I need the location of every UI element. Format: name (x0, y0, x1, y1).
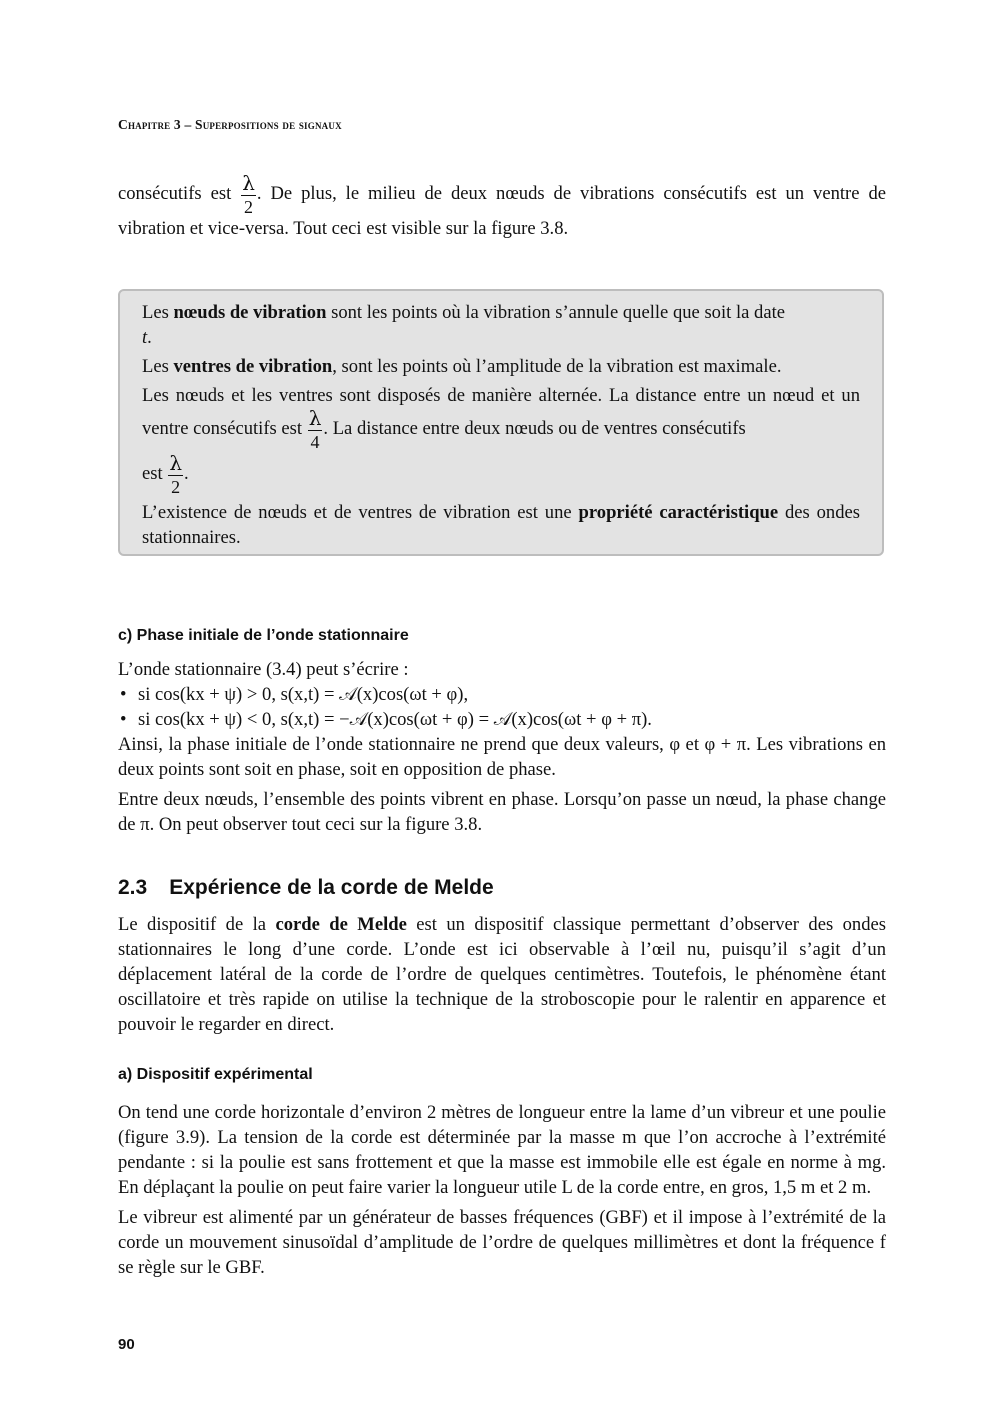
section-c-p2: Entre deux nœuds, l’ensemble des points vibrent en phase. Lorsqu’on passe un nœud, la phase change de π. On peut observer tout ceci sur la figure 3.8. (118, 789, 886, 835)
section-a-title: a) Dispositif expérimental (118, 1066, 313, 1083)
section-c-title: c) Phase initiale de l’onde stationnaire (118, 627, 409, 644)
box-p1: Les nœuds de vibration sont les points où la vibration s’annule quelle que soit la date t. (142, 302, 785, 348)
phase-bullets (118, 682, 886, 732)
fraction-lambda-4: $\frac{\lambda}{4}$ (308, 406, 322, 452)
section-c-intro: L’onde stationnaire (3.4) peut s’écrire : (118, 659, 409, 680)
page-number: 90 (118, 1336, 135, 1353)
frac-num: λ (242, 171, 255, 195)
section-c (118, 627, 886, 837)
term-noeuds: nœuds de vibration (173, 302, 327, 323)
box-p3b: est $\frac{\lambda}{2}$ . (142, 451, 189, 497)
box-p3: Les nœuds et les ventres sont disposés de manière alternée. La distance entre un nœud et un ventre consécutifs est $\frac{\lambda}{4}$ . La distance entre deux nœuds ou de ventres consécutifs (142, 385, 860, 452)
frac-den: 2 (244, 197, 254, 217)
section-number: 2.3 (118, 876, 148, 899)
section-2-3-heading (118, 876, 886, 900)
section-2-3 (118, 876, 886, 1037)
running-head (118, 117, 342, 133)
intro-text-b: . De plus, le milieu de deux nœuds de vibrations consécutifs est un ventre de vibration et vice-versa. Tout ceci est visible sur la figure 3.8. (118, 182, 886, 239)
definition-box (118, 289, 884, 556)
box-p2: Les ventres de vibration, sont les points où l’amplitude de la vibration est maximale. (142, 356, 782, 377)
bullet-2: • si cos(kx + ψ) < 0, s(x,t) = −𝒜(x)cos(ωt + φ) = 𝒜(x)cos(ωt + φ + π). (118, 707, 886, 732)
intro-text-a: consécutifs est (118, 182, 241, 204)
box-p4: L’existence de nœuds et de ventres de vibration est une propriété caractéristique des ondes stationnaires. (142, 502, 861, 548)
section-a-p2: Le vibreur est alimenté par un générateur de basses fréquences (GBF) et il impose à l’extrémité de la corde un mouvement sinusoïdal d’amplitude de l’ordre de quelques millimètres et dont la fréquence f se règle sur le GBF. (118, 1207, 886, 1278)
fraction-lambda-2 (241, 173, 256, 216)
term-melde: corde de Melde (275, 914, 407, 935)
running-head-text: Chapitre 3 – Superpositions de signaux (118, 117, 342, 132)
section-title: Expérience de la corde de Melde (169, 876, 494, 899)
section-a-p1: On tend une corde horizontale d’environ 2 mètres de longueur entre la lame d’un vibreur et une poulie (figure 3.9). La tension de la corde est déterminée par la masse m que l’on accroche à l’extrémité pendante : si la poulie est sans frottement et que la masse est immobile elle est égale en norme à mg. En déplaçant la poulie on peut faire varier la longueur utile L de la corde entre, en gros, 1,5 m et 2 m. (118, 1102, 886, 1198)
section-2-3-paragraph: Le dispositif de la corde de Melde est un dispositif classique permettant d’observer des ondes stationnaires le long d’une corde. L’onde est ici observable à l’œil nu, puisqu’il s’agit d’un déplacement latéral de la corde de l’ordre de quelques centimètres. Toutefois, le phénomène étant oscillatoire et très rapide on utilise la technique de la stroboscopie pour le ralentir en apparence et pouvoir le regarder en direct. (118, 914, 886, 1035)
bullet-1: • si cos(kx + ψ) > 0, s(x,t) = 𝒜(x)cos(ωt + φ), (118, 682, 886, 707)
intro-paragraph (118, 173, 886, 241)
section-c-p1: Ainsi, la phase initiale de l’onde stationnaire ne prend que deux valeurs, φ et φ + π. Les vibrations en deux points sont soit en phase, soit en opposition de phase. (118, 734, 886, 780)
section-a (118, 1066, 886, 1280)
fraction-lambda-2b: $\frac{\lambda}{2}$ (169, 451, 182, 497)
term-ventres: ventres de vibration (173, 356, 333, 377)
term-propriete: propriété caractéristique (578, 502, 779, 523)
